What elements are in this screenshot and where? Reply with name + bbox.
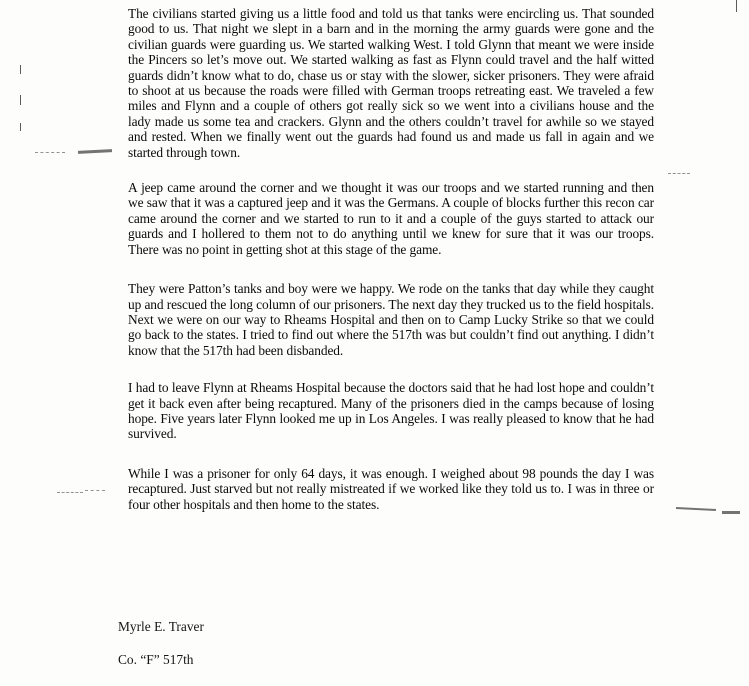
margin-mark <box>20 95 21 105</box>
signature-name: Myrle E. Traver <box>118 619 204 634</box>
margin-mark <box>85 490 105 492</box>
margin-mark <box>736 0 737 12</box>
margin-mark <box>78 149 112 154</box>
signature-unit: Co. “F” 517th <box>118 652 194 667</box>
paragraph: While I was a prisoner for only 64 days, it was enough. I weighed about 98 pounds the day I was recaptured. Just starved but not really mistreated if we worked like they told us to. I was in three or four other hospitals and then home to the states. <box>128 465 654 512</box>
margin-mark <box>35 152 65 154</box>
paragraph: The civilians started giving us a little food and told us that tanks were encircling us. That sounded good to us. That night we slept in a barn and in the morning the army guards were gone and the civilian guards were guarding us. We started walking West. I told Glynn that meant we were inside the Pincers so let’s move out. We started walking as fast as Flynn could travel and the half witted guards didn’t know what to do, chase us or stay with the slower, sicker prisoners. They were afraid to shoot at us because the roads were filled with German troops retreating east. We traveled a few miles and Flynn and a couple of others got really sick so we went into a civilians house and the lady made us some tea and crackers. Glynn and the others couldn’t travel for awhile so we stayed and rested. When we finally went out the guards had found us and made us fall in again and we started through town. <box>128 6 654 160</box>
paragraph: I had to leave Flynn at Rheams Hospital because the doctors said that he had lost hope and couldn’t get it back even after being recaptured. Many of the prisoners died in the camps because of losing hope. Five years later Flynn looked me up in Los Angeles. I was really pleased to know that he had survived. <box>128 380 654 442</box>
margin-mark <box>676 507 716 511</box>
margin-mark <box>57 492 83 494</box>
paragraph: They were Patton’s tanks and boy were we happy. We rode on the tanks that day while they caught up and rescued the long column of our prisoners. The next day they trucked us to the field hospitals. Next we were on our way to Rheams Hospital and then on to Camp Lucky Strike so that we could go back to the states. I tried to find out where the 517th was but couldn’t find out anything. I didn’t know that the 517th had been disbanded. <box>128 281 654 358</box>
margin-mark <box>722 511 740 514</box>
letter-body <box>128 6 654 536</box>
paragraph: A jeep came around the corner and we thought it was our troops and we started running and then we saw that it was a captured jeep and it was the Germans. A couple of blocks further this recon car came around the corner and we started to run to it and a couple of the guys started to attack our guards and I hollered to them not to do anything until we knew for sure that it was our troops. There was no point in getting shot at this stage of the game. <box>128 180 654 257</box>
margin-mark <box>20 65 21 74</box>
margin-mark <box>20 123 21 131</box>
margin-mark <box>668 173 690 175</box>
